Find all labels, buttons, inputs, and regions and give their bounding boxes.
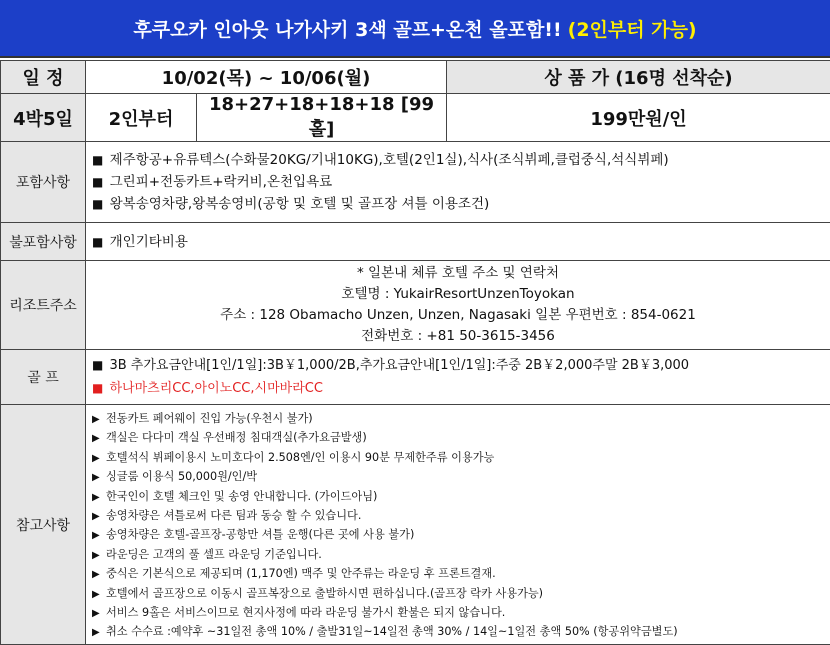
page-title: 후쿠오카 인아웃 나가사키 3색 골프+온천 올포함!!	[133, 15, 561, 42]
price-label: 상 품 가 (16명 선착순)	[447, 61, 830, 94]
hotel-name: 호텔명 : YukairResortUnzenToyokan	[86, 284, 830, 305]
triangle-bullet-icon: ▶	[92, 527, 106, 545]
list-item: ■ 왕복송영차량,왕복송영비(공항 및 호텔 및 골프장 셔틀 이용조건)	[92, 193, 826, 215]
bullet-square-icon: ■	[92, 358, 103, 372]
excluded-item: ■ 개인기타비용	[86, 223, 830, 261]
list-item: ▶ 취소 수수료 :예약후 ~31일전 총액 10% / 출발31일~14일전 총액 30% / 14일~1일전 총액 50% (항공위약금별도)	[92, 623, 826, 642]
holes: 18+27+18+18+18 [99홀]	[197, 94, 447, 142]
golf-info	[86, 350, 830, 405]
list-item: ▶ 호텔석식 뷔페이용시 노미호다이 2.508엔/인 이용시 90분 무제한주류 이용가능	[92, 449, 826, 468]
schedule-dates: 10/02(목) ~ 10/06(월)	[86, 61, 447, 94]
triangle-bullet-icon: ▶	[92, 450, 106, 468]
list-item: ■ 그린피+전동카트+락커비,온천입욕료	[92, 171, 826, 193]
included-list	[86, 142, 830, 223]
golf-label: 골 프	[1, 350, 86, 405]
bullet-square-icon: ■	[92, 381, 103, 395]
included-label: 포함사항	[1, 142, 86, 223]
min-people: 2인부터	[86, 94, 197, 142]
resort-row	[1, 261, 830, 350]
triangle-bullet-icon: ▶	[92, 469, 106, 487]
schedule-label: 일 정	[1, 61, 86, 94]
golf-row	[1, 350, 830, 405]
list-item: ▶ 전동카트 페어웨이 진입 가능(우천시 불가)	[92, 410, 826, 429]
excluded-row	[1, 223, 830, 261]
included-row	[1, 142, 830, 223]
resort-label: 리조트주소	[1, 261, 86, 350]
title-highlight: (2인부터 가능)	[568, 15, 697, 42]
triangle-bullet-icon: ▶	[92, 411, 106, 429]
triangle-bullet-icon: ▶	[92, 508, 106, 526]
duration: 4박5일	[1, 94, 86, 142]
triangle-bullet-icon: ▶	[92, 566, 106, 584]
triangle-bullet-icon: ▶	[92, 489, 106, 507]
excluded-label: 불포함사항	[1, 223, 86, 261]
notes-row	[1, 405, 830, 645]
list-item: ▶ 중식은 기본식으로 제공되며 (1,170엔) 맥주 및 안주류는 라운딩 후 프론트결재.	[92, 565, 826, 584]
title-banner	[0, 0, 830, 58]
list-item: ▶ 한국인이 호텔 체크인 및 송영 안내합니다. (가이드아님)	[92, 488, 826, 507]
price: 199만원/인	[447, 94, 830, 142]
summary-row	[1, 94, 830, 142]
notes-label: 참고사항	[1, 405, 86, 645]
list-item: ▶ 송영차량은 호텔-골프장-공항만 셔틀 운행(다른 곳에 사용 불가)	[92, 526, 826, 545]
list-item: ▶ 송영차량은 셔틀로써 다른 팀과 동승 할 수 있습니다.	[92, 507, 826, 526]
list-item: ▶ 객실은 다다미 객실 우선배정 침대객실(추가요금발생)	[92, 429, 826, 448]
list-item: ▶ 라운딩은 고객의 풀 셀프 라운딩 기준입니다.	[92, 546, 826, 565]
bullet-square-icon: ■	[92, 197, 103, 211]
hotel-address: 주소 : 128 Obamacho Unzen, Unzen, Nagasaki 일본 우편번호 : 854-0621	[86, 305, 830, 326]
list-item: ■ 제주항공+유류텍스(수화물20KG/기내10KG),호텔(2인1실),식사(조식뷔페,클럽중식,석식뷔페)	[92, 149, 826, 171]
hotel-phone: 전화번호 : +81 50-3615-3456	[86, 326, 830, 347]
triangle-bullet-icon: ▶	[92, 547, 106, 565]
notes-list	[86, 405, 830, 645]
resort-note: * 일본내 체류 호텔 주소 및 연락처	[86, 263, 830, 284]
schedule-row	[1, 61, 830, 94]
triangle-bullet-icon: ▶	[92, 430, 106, 448]
triangle-bullet-icon: ▶	[92, 586, 106, 604]
bullet-square-icon: ■	[92, 175, 103, 189]
golf-surcharge: ■ 3B 추가요금안내[1인/1일]:3B￥1,000/2B,추가요금안내[1인/1일]:주중 2B￥2,000주말 2B￥3,000	[92, 354, 826, 377]
list-item: ▶ 싱글룸 이용식 50,000원/인/박	[92, 468, 826, 487]
product-table	[0, 60, 830, 645]
triangle-bullet-icon: ▶	[92, 624, 106, 642]
resort-info	[86, 261, 830, 350]
list-item: ▶ 서비스 9홀은 서비스이므로 현지사정에 따라 라운딩 불가시 환불은 되지 않습니다.	[92, 604, 826, 623]
list-item: ▶ 호텔에서 골프장으로 이동시 골프복장으로 출발하시면 편하십니다.(골프장 락카 사용가능)	[92, 585, 826, 604]
bullet-square-icon: ■	[92, 153, 103, 167]
triangle-bullet-icon: ▶	[92, 605, 106, 623]
golf-courses: ■ 하나마츠리CC,아이노CC,시마바라CC	[92, 377, 826, 400]
bullet-square-icon: ■	[92, 235, 103, 249]
